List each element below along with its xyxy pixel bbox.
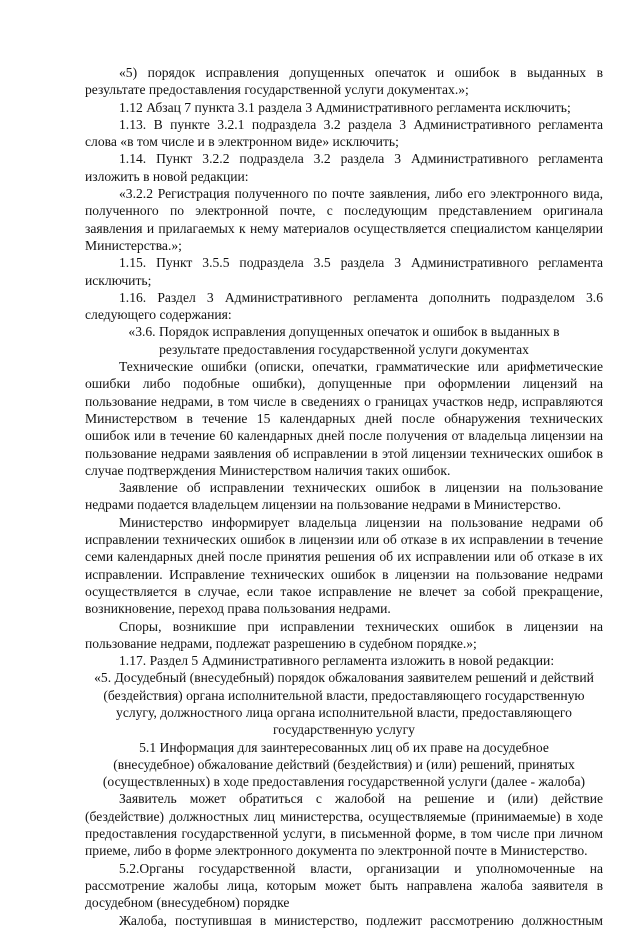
text-line: пользование недрами заявления об исправлении в этой лицензии технических ошибок в	[85, 445, 603, 461]
text-line: 1.16. Раздел 3 Административного регламента дополнить подразделом 3.6	[119, 289, 603, 305]
text-line: ошибок или в течение 60 календарных дней после получения от владельца лицензии на	[85, 428, 603, 444]
text-line: «5. Досудебный (внесудебный) порядок обжалования заявителем решений и действий	[94, 670, 594, 686]
text-line: осуществляется в случае, если такое исправление не влечет за собой прекращение,	[85, 583, 603, 599]
text-line: (осуществленных) в ходе предоставления государственной услуги (далее - жалоба)	[102, 774, 586, 790]
text-line: исключить;	[85, 272, 152, 288]
text-line: недрами подается владельцем лицензии на пользование недрами в Министерство.	[85, 497, 561, 513]
text-line: 1.17. Раздел 5 Административного регламента изложить в новой редакции:	[119, 653, 555, 669]
text-line: 1.15. Пункт 3.5.5 подраздела 3.5 раздела 3 Административного регламента	[119, 255, 603, 271]
text-line: 5.2.Органы государственной власти, организации и уполномоченные на	[119, 860, 603, 876]
text-line: заявления и прилагаемых к нему материалов осуществляется специалистом канцелярии	[85, 220, 603, 236]
text-line: возникновение, переход права пользования недрами.	[85, 601, 391, 617]
text-line: Технические ошибки (описки, опечатки, грамматические или арифметические	[119, 359, 603, 375]
text-line: пользование недрами, подлежат разрешению в судебном порядке.»;	[85, 635, 477, 651]
document-text	[85, 64, 603, 929]
text-line: результате предоставления государственной услуги документах	[159, 341, 529, 357]
text-line: 1.13. В пункте 3.2.1 подраздела 3.2 раздела 3 Административного регламента	[119, 116, 603, 132]
text-line: рассмотрение жалобы лица, которым может быть направлена жалоба заявителя в	[85, 877, 603, 893]
text-line: Министерства.»;	[85, 237, 182, 253]
text-line: результате предоставления государственной услуги документах.»;	[85, 82, 469, 98]
text-line: 5.1 Информация для заинтересованных лиц об их праве на досудебное	[139, 739, 549, 755]
text-line: предоставления государственной услуги, в письменной форме, в том числе при личном	[85, 826, 603, 842]
text-line: 1.14. Пункт 3.2.2 подраздела 3.2 раздела 3 Административного регламента	[119, 151, 603, 167]
text-line: семи календарных дней после принятия решения об их исправлении или об отказе в их	[85, 549, 603, 565]
text-line: Заявление об исправлении технических ошибок в лицензии на пользование	[119, 480, 603, 496]
text-line: досудебном (внесудебном) порядке	[85, 895, 290, 911]
text-line: (внесудебное) обжалование действий (бездействия) и (или) решений, принятых	[113, 756, 575, 772]
text-line: Министерством в течение 15 календарных дней после обнаружения технических	[85, 410, 603, 426]
text-line: полученного по электронной почте, с последующим представлением оригинала	[85, 203, 603, 219]
text-line: Жалоба, поступившая в министерство, подлежит рассмотрению должностным	[119, 912, 603, 928]
text-line: ошибки либо подобные ошибки), допущенные при оформлении лицензий на	[85, 376, 603, 392]
text-line: «3.2.2 Регистрация полученного по почте заявления, либо его электронного вида,	[119, 186, 603, 202]
text-line: пользование недрами, в том числе в сведениях о границах участков недр, исправляются	[85, 393, 603, 409]
text-line: изложить в новой редакции:	[85, 168, 249, 184]
text-line: государственную услугу	[273, 722, 415, 738]
text-line: следующего содержания:	[85, 307, 232, 323]
text-line: «3.6. Порядок исправления допущенных опечаток и ошибок в выданных в	[128, 324, 560, 340]
text-line: Министерство информирует владельца лицензии на пользование недрами об	[119, 514, 603, 530]
text-line: 1.12 Абзац 7 пункта 3.1 раздела 3 Административного регламента исключить;	[119, 99, 571, 115]
text-line: «5) порядок исправления допущенных опечаток и ошибок в выданных в	[119, 65, 603, 80]
text-line: (бездействия) органа исполнительной власти, предоставляющего государственную	[103, 687, 585, 703]
text-line: случае подтверждения Министерством наличия таких ошибок.	[85, 462, 451, 478]
text-line: Споры, возникшие при исправлении технических ошибок в лицензии на	[119, 618, 603, 634]
text-line: (бездействие) должностных лиц министерства, осуществляемые (принимаемые) в ходе	[85, 808, 603, 824]
text-line: исправлении. Исправление технических ошибок в лицензии на пользование недрами	[85, 566, 603, 582]
text-line: слова «в том числе и в электронном виде» исключить;	[85, 134, 399, 150]
text-line: исправлении технических ошибок в лицензии или об отказе в их исправлении в течение	[85, 532, 603, 548]
text-line: услугу, должностного лица органа исполнительной власти, предоставляющего	[116, 704, 572, 720]
text-line: Заявитель может обратиться с жалобой на решение и (или) действие	[119, 791, 603, 807]
text-line: приеме, либо в форме электронного документа по электронной почте в Министерство.	[85, 843, 588, 859]
